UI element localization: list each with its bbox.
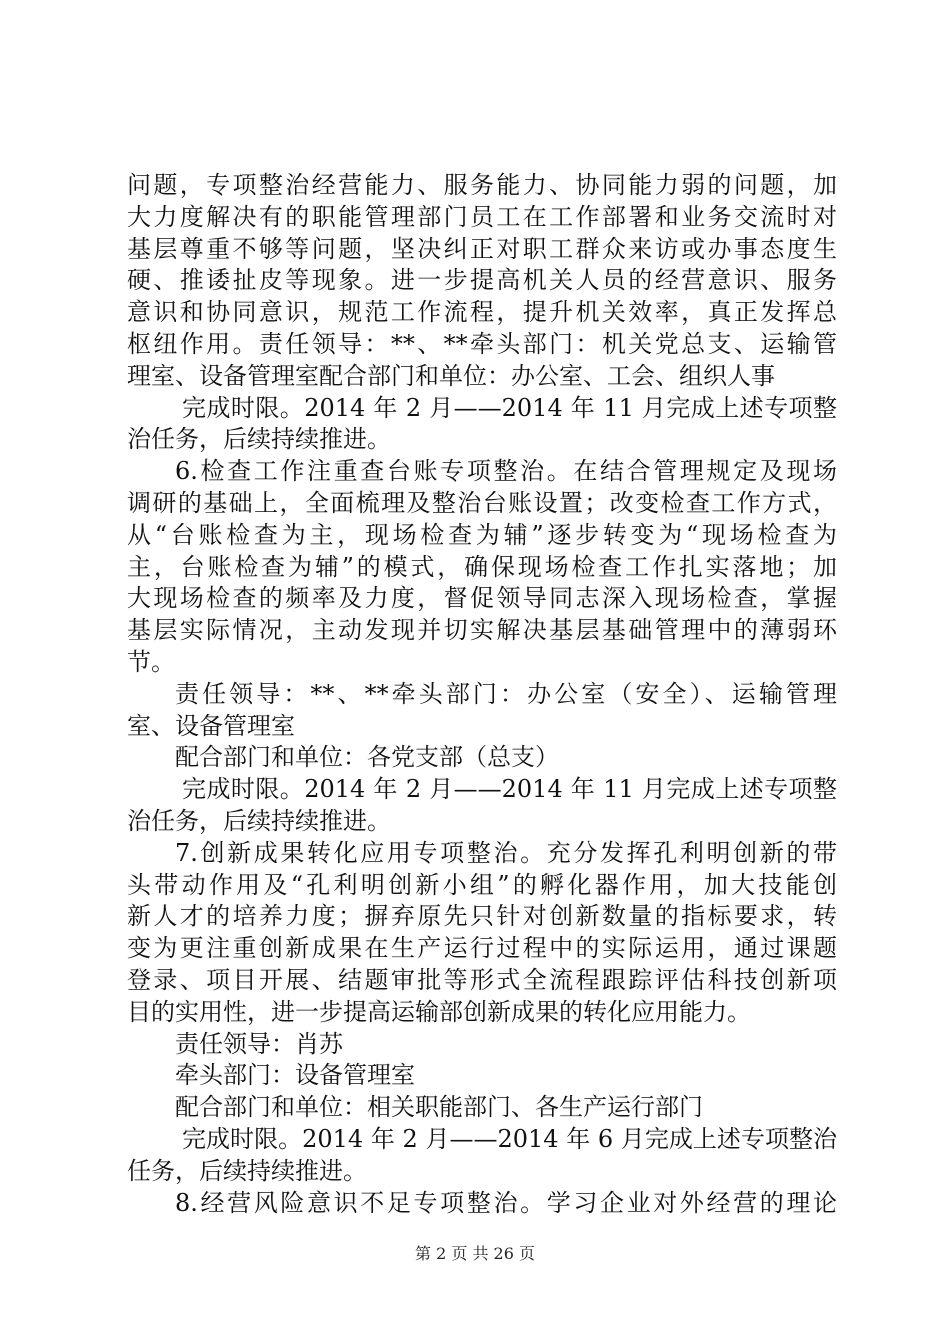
text-line: 牵头部门：设备管理室 (175, 1061, 415, 1090)
text-line: 完成时限。2014 年 2 月——2014 年 6 月完成上述专项整治 (182, 1124, 837, 1153)
text-line: 完成时限。2014 年 2 月——2014 年 11 月完成上述专项整 (182, 393, 837, 422)
text-line: 问题，专项整治经营能力、服务能力、协同能力弱的问题，加 (127, 171, 837, 199)
text-line: 头带动作用及“孔利明创新小组”的孵化器作用，加大技能创 (127, 870, 837, 899)
text-line: 责任领导：**、**牵头部门：办公室（安全）、运输管理 (175, 679, 837, 708)
page-footer: 第 2 页 共 26 页 (415, 1244, 535, 1263)
text-line: 节。 (127, 647, 175, 676)
text-line: 大力度解决有的职能管理部门员工在工作部署和业务交流时对 (127, 202, 837, 231)
text-line: 配合部门和单位：相关职能部门、各生产运行部门 (175, 1093, 703, 1122)
text-line: 配合部门和单位：各党支部（总支） (175, 743, 559, 772)
text-line: 大现场检查的频率及力度，督促领导同志深入现场检查，掌握 (127, 584, 837, 613)
text-line: 硬、推诿扯皮等现象。进一步提高机关人员的经营意识、服务 (127, 266, 837, 295)
text-line: 目的实用性，进一步提高运输部创新成果的转化应用能力。 (127, 997, 751, 1026)
document-body (127, 170, 837, 1219)
text-line: 变为更注重创新成果在生产运行过程中的实际运用，通过课题 (127, 934, 837, 963)
text-line: 6.检查工作注重查台账专项整治。在结合管理规定及现场 (175, 457, 837, 486)
text-line: 新人才的培养力度；摒弃原先只针对创新数量的指标要求，转 (127, 902, 837, 931)
text-line: 完成时限。2014 年 2 月——2014 年 11 月完成上述专项整 (182, 775, 837, 804)
text-line: 基层尊重不够等问题，坚决纠正对职工群众来访或办事态度生 (127, 234, 837, 263)
text-line: 治任务，后续持续推进。 (127, 425, 391, 454)
text-line: 枢纽作用。责任领导：**、**牵头部门：机关党总支、运输管 (127, 329, 837, 358)
text-line: 8.经营风险意识不足专项整治。学习企业对外经营的理论 (175, 1188, 837, 1217)
text-line: 室、设备管理室 (127, 711, 295, 740)
text-line: 调研的基础上，全面梳理及整治台账设置；改变检查工作方式， (127, 488, 837, 517)
text-line: 主，台账检查为辅”的模式，确保现场检查工作扎实落地；加 (127, 552, 837, 581)
text-line: 基层实际情况，主动发现并切实解决基层基础管理中的薄弱环 (127, 616, 837, 645)
text-line: 7.创新成果转化应用专项整治。充分发挥孔利明创新的带 (175, 838, 837, 867)
text-line: 治任务，后续持续推进。 (127, 806, 391, 835)
text-line: 责任领导：肖苏 (175, 1029, 343, 1058)
text-line: 任务，后续持续推进。 (127, 1156, 367, 1185)
text-line: 登录、项目开展、结题审批等形式全流程跟踪评估科技创新项 (127, 965, 837, 994)
text-line: 意识和协同意识，规范工作流程，提升机关效率，真正发挥总 (127, 298, 837, 327)
text-line: 理室、设备管理室配合部门和单位：办公室、工会、组织人事 (127, 361, 775, 390)
text-line: 从“台账检查为主，现场检查为辅”逐步转变为“现场检查为 (127, 520, 837, 549)
